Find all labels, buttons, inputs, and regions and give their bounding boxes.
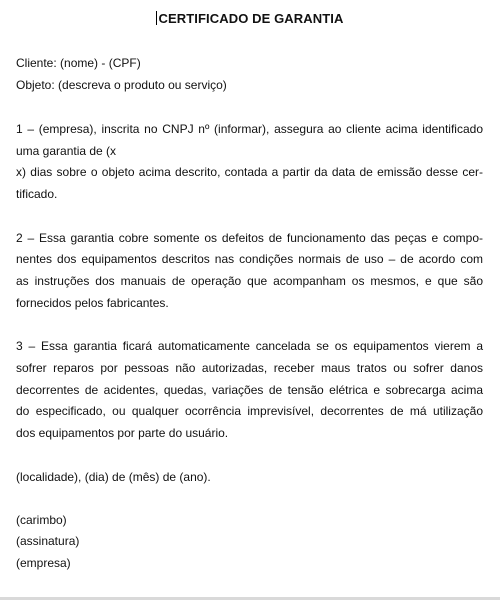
date-line: (localidade), (dia) de (mês) de (ano). xyxy=(16,470,211,484)
document-title-text: CERTIFICADO DE GARANTIA xyxy=(158,11,344,26)
clause2-line4: fornecidos pelos fabricantes. xyxy=(16,296,169,310)
clause1-line3: x) dias sobre o objeto acima descrito, contada a partir da data de emissão desse cer- xyxy=(16,165,483,179)
clause3-line1: 3 – Essa garantia ficará automaticamente cancelada se os equipamentos vierem a xyxy=(16,339,483,353)
clause3-line5: dos equipamentos por parte do usuário. xyxy=(16,426,229,440)
clause2-line2: nentes dos equipamentos descritos nas condições normais de uso – de acordo com xyxy=(16,252,483,266)
clause1-line1: 1 – (empresa), inscrita no CNPJ nº (informar), assegura ao cliente acima identificado xyxy=(16,122,483,136)
client-line: Cliente: (nome) - (CPF) xyxy=(16,56,141,70)
clause3-line4: do especificado, ou qualquer ocorrência imprevisível, decorrentes de má utilização xyxy=(16,404,483,418)
signature-line: (assinatura) xyxy=(16,534,80,548)
clause2-line1: 2 – Essa garantia cobre somente os defeitos de funcionamento das peças e compo- xyxy=(16,231,483,245)
clause3-line3: decorrentes de acidentes, quedas, variações de tensão elétrica e sobrecarga acima xyxy=(16,383,483,397)
clause2-line3: as instruções dos manuais de operação que acompanham os mesmos, e que são xyxy=(16,274,483,288)
clause1-line2: uma garantia de (x xyxy=(16,144,117,158)
object-line: Objeto: (descreva o produto ou serviço) xyxy=(16,78,227,92)
signature-stamp: (carimbo) xyxy=(16,513,67,527)
clause3-line2: sofrer reparos por pessoas não autorizadas, receber maus tratos ou sofrer danos xyxy=(16,361,483,375)
document-title xyxy=(0,10,500,28)
clause1-line4: tificado. xyxy=(16,187,58,201)
signature-company: (empresa) xyxy=(16,556,71,570)
